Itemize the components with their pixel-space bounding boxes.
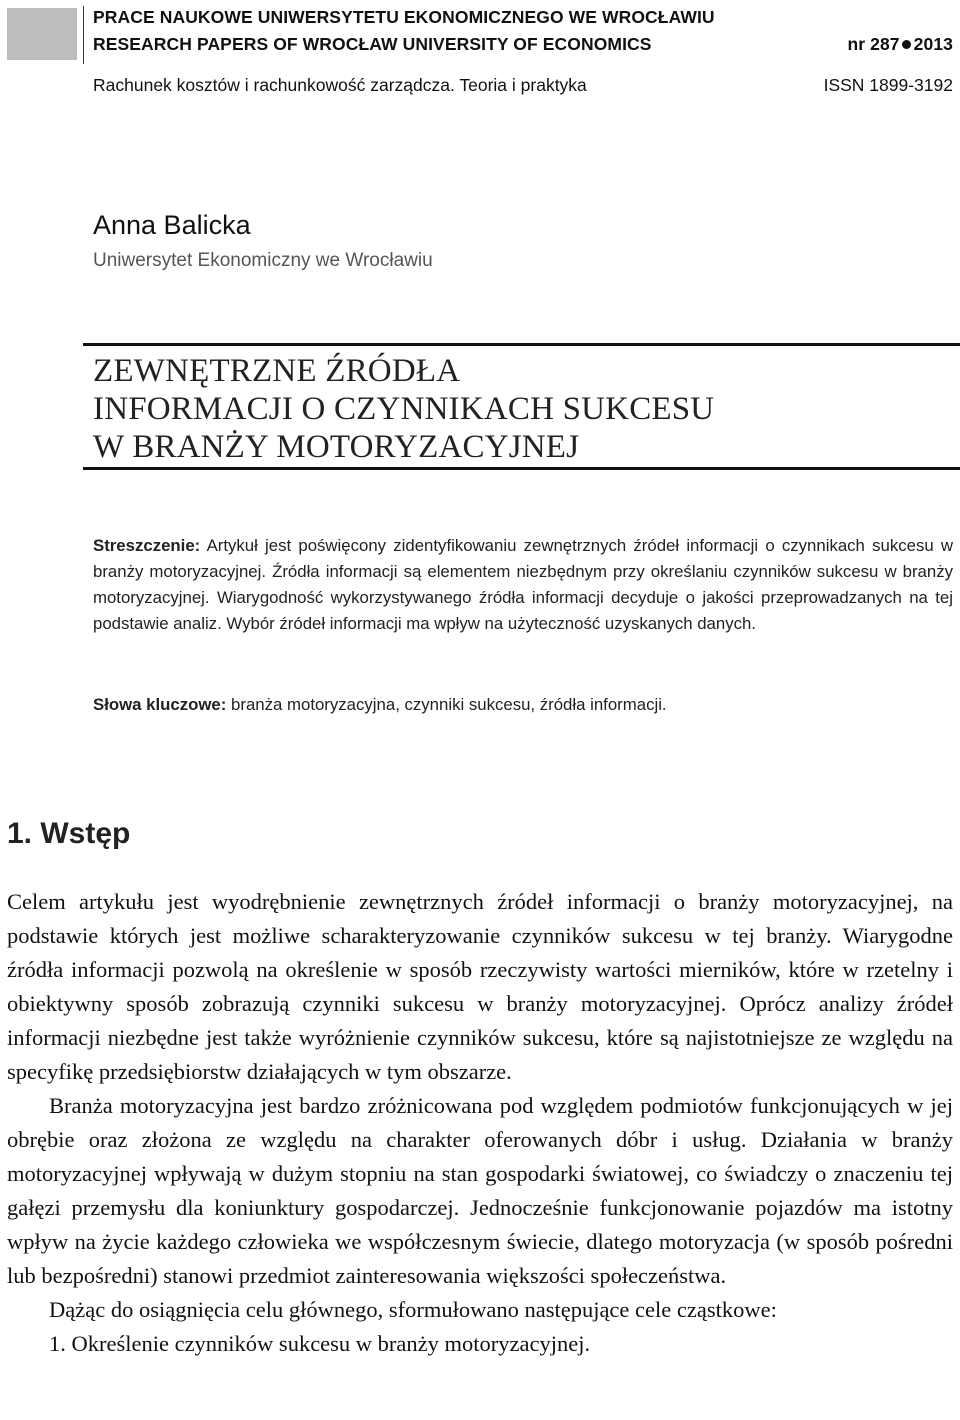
list-item: 1. Określenie czynników sukcesu w branży motoryzacyjnej.: [49, 1331, 591, 1356]
section-heading: 1. Wstęp: [7, 817, 131, 850]
title-line: INFORMACJI O CZYNNIKACH SUKCESU: [93, 391, 715, 427]
keywords-text: branża motoryzacyjna, czynniki sukcesu, źródła informacji.: [231, 695, 667, 714]
bullet-dot-icon: [902, 40, 911, 49]
issue-number: nr 287: [847, 34, 900, 54]
issn: ISSN 1899-3192: [823, 75, 953, 95]
keywords: [93, 692, 953, 718]
abstract-label: Streszczenie:: [93, 536, 201, 555]
keywords-label: Słowa kluczowe:: [93, 695, 227, 714]
issue-info: [847, 33, 953, 55]
issue-year: 2013: [913, 34, 953, 54]
abstract-text: Artykuł jest poświęcony zidentyfikowaniu zewnętrznych źródeł informacji o czynnikach sukcesu w branży motoryzacyjnej. Źródła informacji są elementem niezbędnym przy określaniu czynników sukcesu w branży motoryzacyjnej. Wiarygodność wykorzystywanego źródła informacji decyduje o jakości przeprowadzanych na tej podstawie analiz. Wybór źródeł informacji ma wpływ na użyteczność uzyskanych danych.: [93, 536, 953, 633]
section-body: [7, 885, 953, 1361]
journal-name-polish: PRACE NAUKOWE UNIWERSYTETU EKONOMICZNEGO WE WROCŁAWIU: [93, 7, 715, 27]
author-name: Anna Balicka: [93, 210, 251, 240]
series-title: Rachunek kosztów i rachunkowość zarządcza. Teoria i praktyka: [93, 75, 587, 95]
title-top-rule: [83, 343, 960, 346]
body-paragraph: Dążąc do osiągnięcia celu głównego, sformułowano następujące cele cząstkowe:: [49, 1297, 777, 1322]
journal-name-english-row: [93, 33, 953, 55]
title-line: W BRANŻY MOTORYZACYJNEJ: [93, 429, 580, 465]
title-bottom-rule: [83, 467, 960, 470]
series-row: [93, 74, 953, 96]
abstract: [93, 533, 953, 637]
title-line: ZEWNĘTRZNE ŹRÓDŁA: [93, 353, 461, 389]
header-grey-block: [7, 8, 77, 60]
header-vertical-rule: [83, 6, 84, 64]
body-paragraph: Celem artykułu jest wyodrębnienie zewnętrznych źródeł informacji o branży motoryzacyjnej, na podstawie których jest możliwe scharakteryzowanie czynników sukcesu w tej branży. Wiarygodne źródła informacji pozwolą na określenie w sposób rzeczywisty wartości mierników, które w rzetelny i obiektywny sposób zobrazują czynniki sukcesu w branży motoryzacyjnej. Oprócz analizy źródeł informacji niezbędne jest także wyróżnienie czynników sukcesu, które są najistotniejsze ze względu na specyfikę przedsiębiorstw działających w tym obszarze.: [7, 889, 953, 1084]
author-affiliation: Uniwersytet Ekonomiczny we Wrocławiu: [93, 250, 433, 271]
journal-name-english: RESEARCH PAPERS OF WROCŁAW UNIVERSITY OF ECONOMICS: [93, 34, 652, 54]
body-paragraph: Branża motoryzacyjna jest bardzo zróżnicowana pod względem podmiotów funkcjonujących w jej obrębie oraz złożona ze względu na charakter oferowanych dóbr i usług. Działania w branży motoryzacyjnej wpływają w dużym stopniu na stan gospodarki światowej, co świadczy o znaczeniu tej gałęzi przemysłu dla koniunktury gospodarczej. Jednocześnie funkcjonowanie pojazdów ma istotny wpływ na życie każdego człowieka we współczesnym świecie, dlatego motoryzacja (w sposób pośredni lub bezpośredni) stanowi przedmiot zainteresowania większości społeczeństwa.: [7, 1093, 953, 1288]
article-title: [93, 352, 714, 466]
